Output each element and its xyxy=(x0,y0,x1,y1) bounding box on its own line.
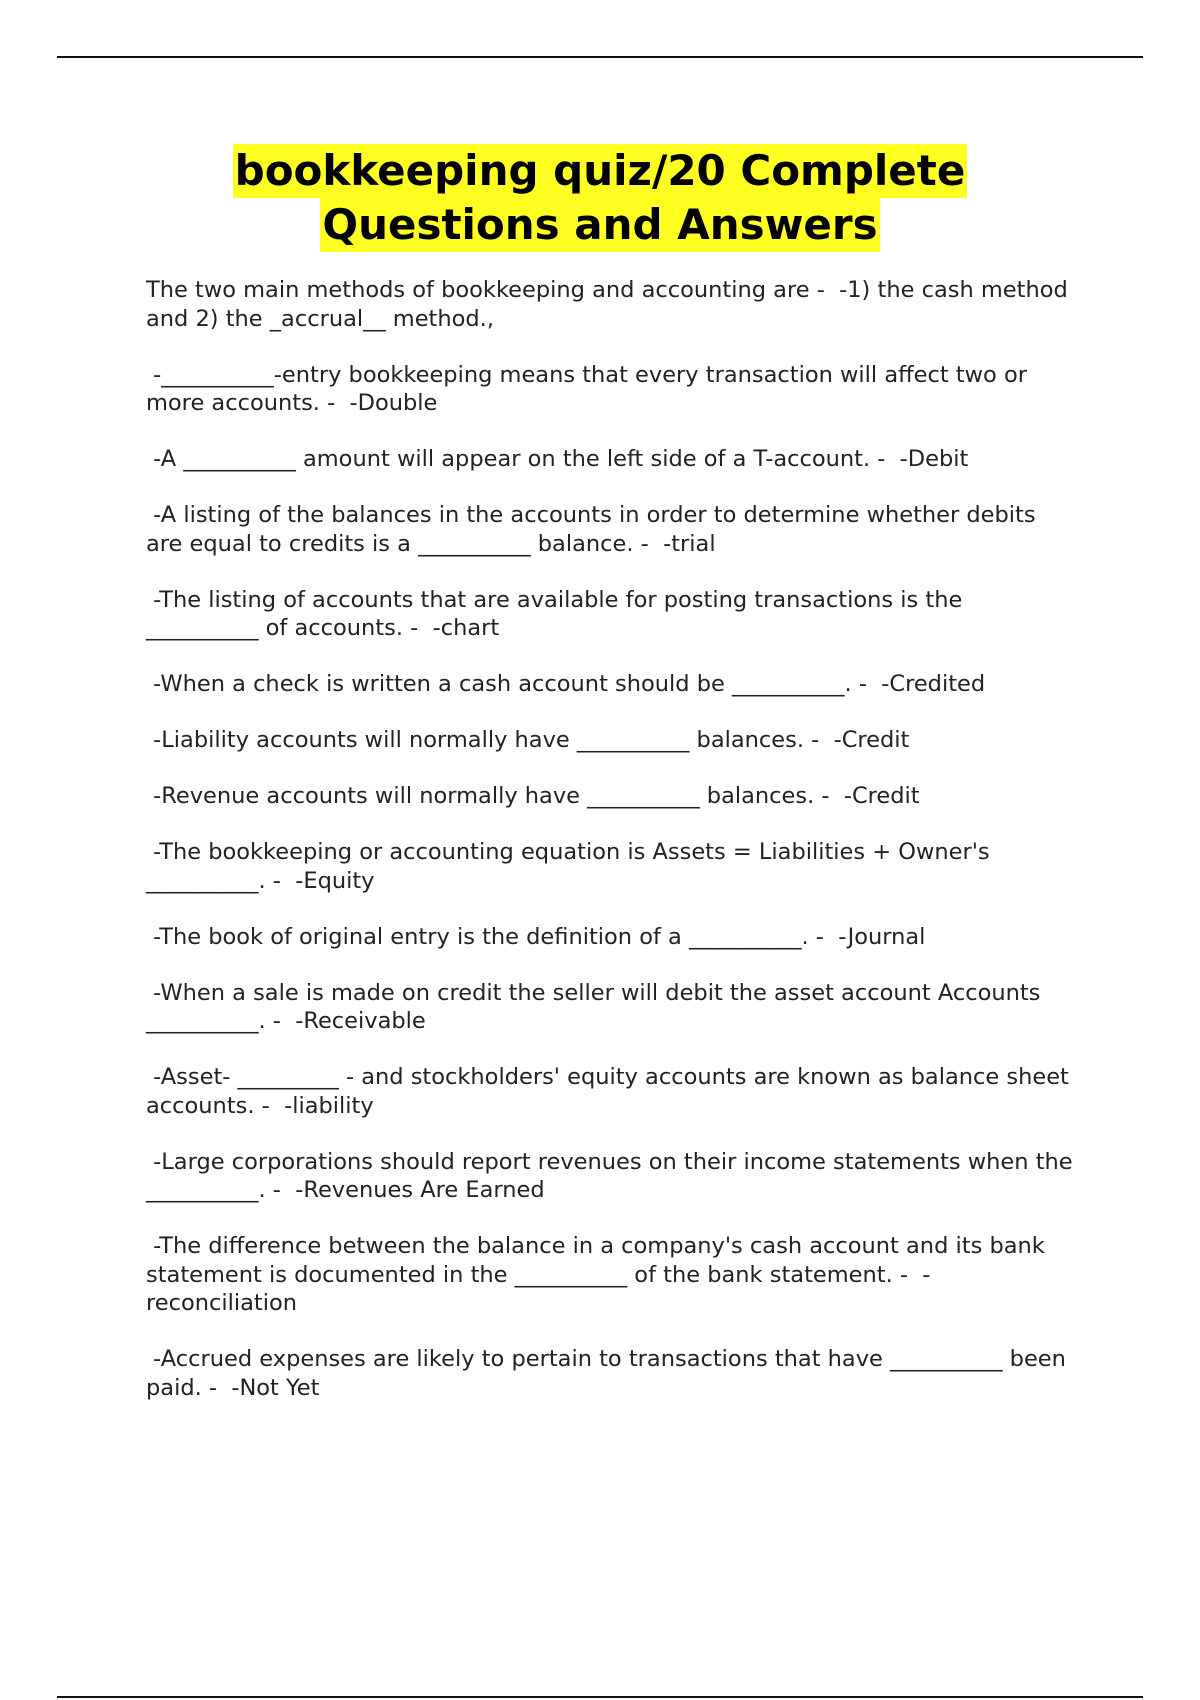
qa-item-8: -Revenue accounts will normally have __________ balances. - -Credit xyxy=(146,783,920,809)
page-title xyxy=(0,144,1200,252)
qa-item-15: -Accrued expenses are likely to pertain to transactions that have __________ been paid. - -Not Yet xyxy=(146,1346,1074,1401)
bottom-divider xyxy=(57,1696,1143,1698)
qa-item-5: -The listing of accounts that are available for posting transactions is the __________ of accounts. - -chart xyxy=(146,586,970,641)
title-line-1: bookkeeping quiz/20 Complete xyxy=(233,144,968,198)
qa-item-10: -The book of original entry is the definition of a __________. - -Journal xyxy=(146,923,926,950)
qa-item-3: -A __________ amount will appear on the left side of a T-account. - -Debit xyxy=(146,446,969,472)
qa-item-9: -The bookkeeping or accounting equation is Assets = Liabilities + Owner's __________. - -Equity xyxy=(146,839,997,894)
qa-item-11: -When a sale is made on credit the seller will debit the asset account Accounts __________. - -Receivable xyxy=(146,979,1048,1034)
qa-item-7: -Liability accounts will normally have __________ balances. - -Credit xyxy=(146,727,910,753)
qa-item-14: -The difference between the balance in a company's cash account and its bank statement is documented in the __________ of the bank statement. - -reconciliation xyxy=(146,1233,1052,1316)
title-line-2: Questions and Answers xyxy=(320,198,879,252)
top-divider xyxy=(57,56,1143,58)
qa-item-4: -A listing of the balances in the accounts in order to determine whether debits are equal to credits is a __________ balance. - -trial xyxy=(146,502,1043,557)
question-answer-list xyxy=(146,276,1080,1430)
qa-item-2: -__________-entry bookkeeping means that every transaction will affect two or more accounts. - -Double xyxy=(146,361,1035,416)
qa-item-6: -When a check is written a cash account should be __________. - -Credited xyxy=(146,671,986,697)
qa-item-1: The two main methods of bookkeeping and accounting are - -1) the cash method and 2) the _accrual__ method., xyxy=(146,277,1075,332)
qa-item-13: -Large corporations should report revenues on their income statements when the __________. - -Revenues Are Earned xyxy=(146,1148,1080,1203)
qa-item-12: -Asset- _________ - and stockholders' equity accounts are known as balance sheet accounts. - -liability xyxy=(146,1064,1077,1119)
